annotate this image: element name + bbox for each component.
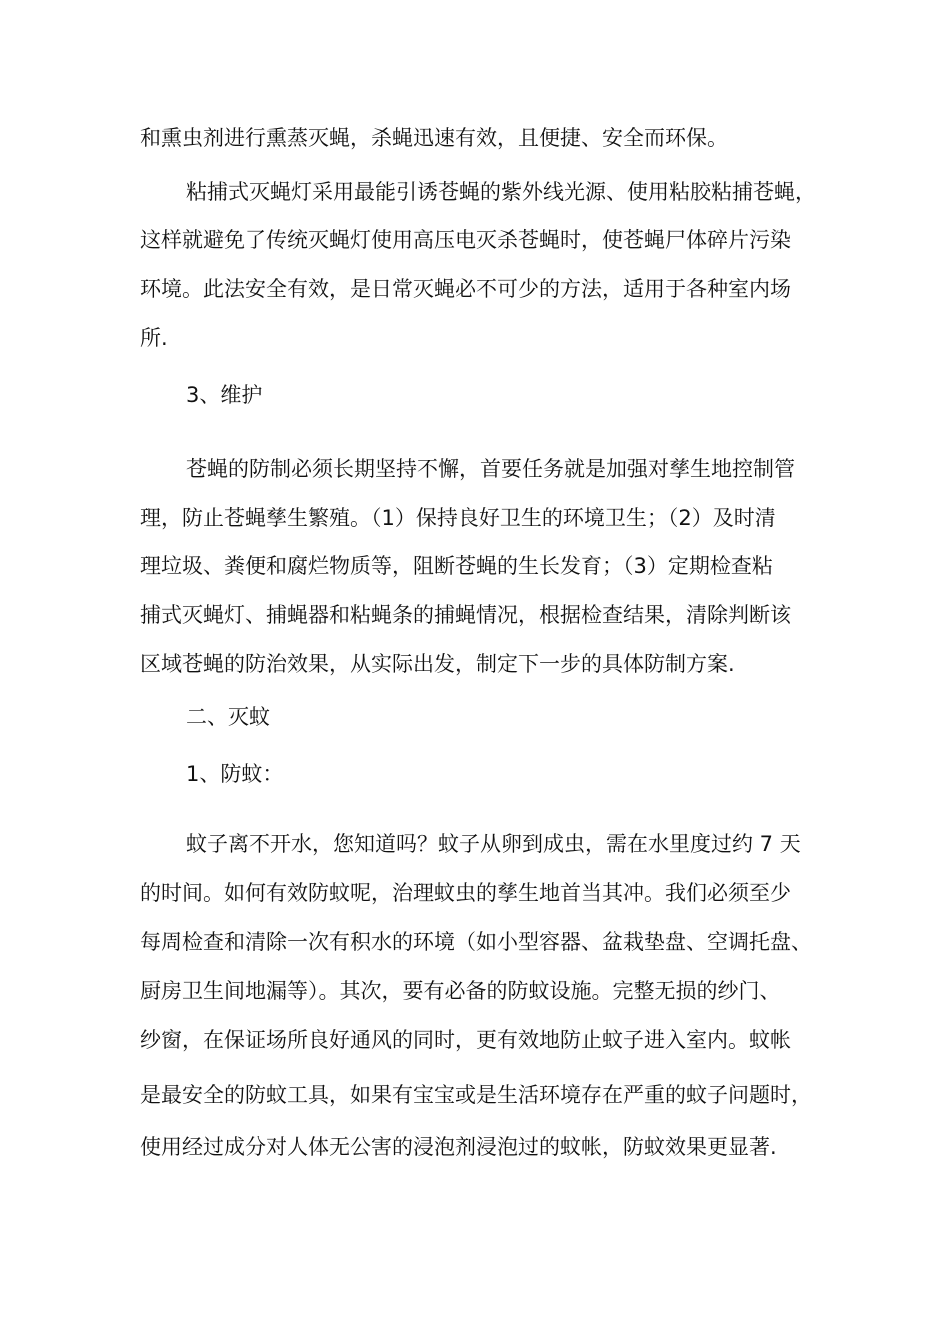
paragraph-line: 捕式灭蝇灯、捕蝇器和粘蝇条的捕蝇情况，根据检查结果，清除判断该 xyxy=(140,603,791,627)
paragraph-line: 粘捕式灭蝇灯采用最能引诱苍蝇的紫外线光源、使用粘胶粘捕苍蝇， xyxy=(186,180,816,204)
paragraph-line: 纱窗，在保证场所良好通风的同时，更有效地防止蚊子进入室内。蚊帐 xyxy=(140,1028,791,1052)
paragraph-line: 和熏虫剂进行熏蒸灭蝇，杀蝇迅速有效，且便捷、安全而环保。 xyxy=(140,126,728,150)
paragraph-line: 所. xyxy=(140,326,168,350)
paragraph-line: 区域苍蝇的防治效果，从实际出发，制定下一步的具体防制方案. xyxy=(140,652,735,676)
section-heading: 二、灭蚊 xyxy=(186,705,270,729)
paragraph-line: 厨房卫生间地漏等）。其次，要有必备的防蚊设施。完整无损的纱门、 xyxy=(140,979,781,1003)
section-heading: 3、维护 xyxy=(186,383,263,407)
paragraph-line: 理，防止苍蝇孳生繁殖。（1）保持良好卫生的环境卫生；（2）及时清 xyxy=(140,506,776,530)
paragraph-line: 苍蝇的防制必须长期坚持不懈，首要任务就是加强对孳生地控制管 xyxy=(186,457,795,481)
subsection-heading: 1、防蚊： xyxy=(186,762,284,786)
paragraph-line: 使用经过成分对人体无公害的浸泡剂浸泡过的蚊帐，防蚊效果更显著. xyxy=(140,1135,777,1159)
paragraph-line: 是最安全的防蚊工具，如果有宝宝或是生活环境存在严重的蚊子问题时， xyxy=(140,1083,812,1107)
paragraph-line: 理垃圾、粪便和腐烂物质等，阻断苍蝇的生长发育；（3）定期检查粘 xyxy=(140,554,773,578)
paragraph-line: 这样就避免了传统灭蝇灯使用高压电灭杀苍蝇时，使苍蝇尸体碎片污染 xyxy=(140,228,791,252)
paragraph-line: 每周检查和清除一次有积水的环境（如小型容器、盆栽垫盘、空调托盘、 xyxy=(140,930,812,954)
paragraph-line: 环境。此法安全有效，是日常灭蝇必不可少的方法，适用于各种室内场 xyxy=(140,277,791,301)
paragraph-line: 蚊子离不开水，您知道吗？蚊子从卵到成虫，需在水里度过约 7 天 xyxy=(186,832,801,856)
paragraph-line: 的时间。如何有效防蚊呢，治理蚊虫的孳生地首当其冲。我们必须至少 xyxy=(140,881,791,905)
